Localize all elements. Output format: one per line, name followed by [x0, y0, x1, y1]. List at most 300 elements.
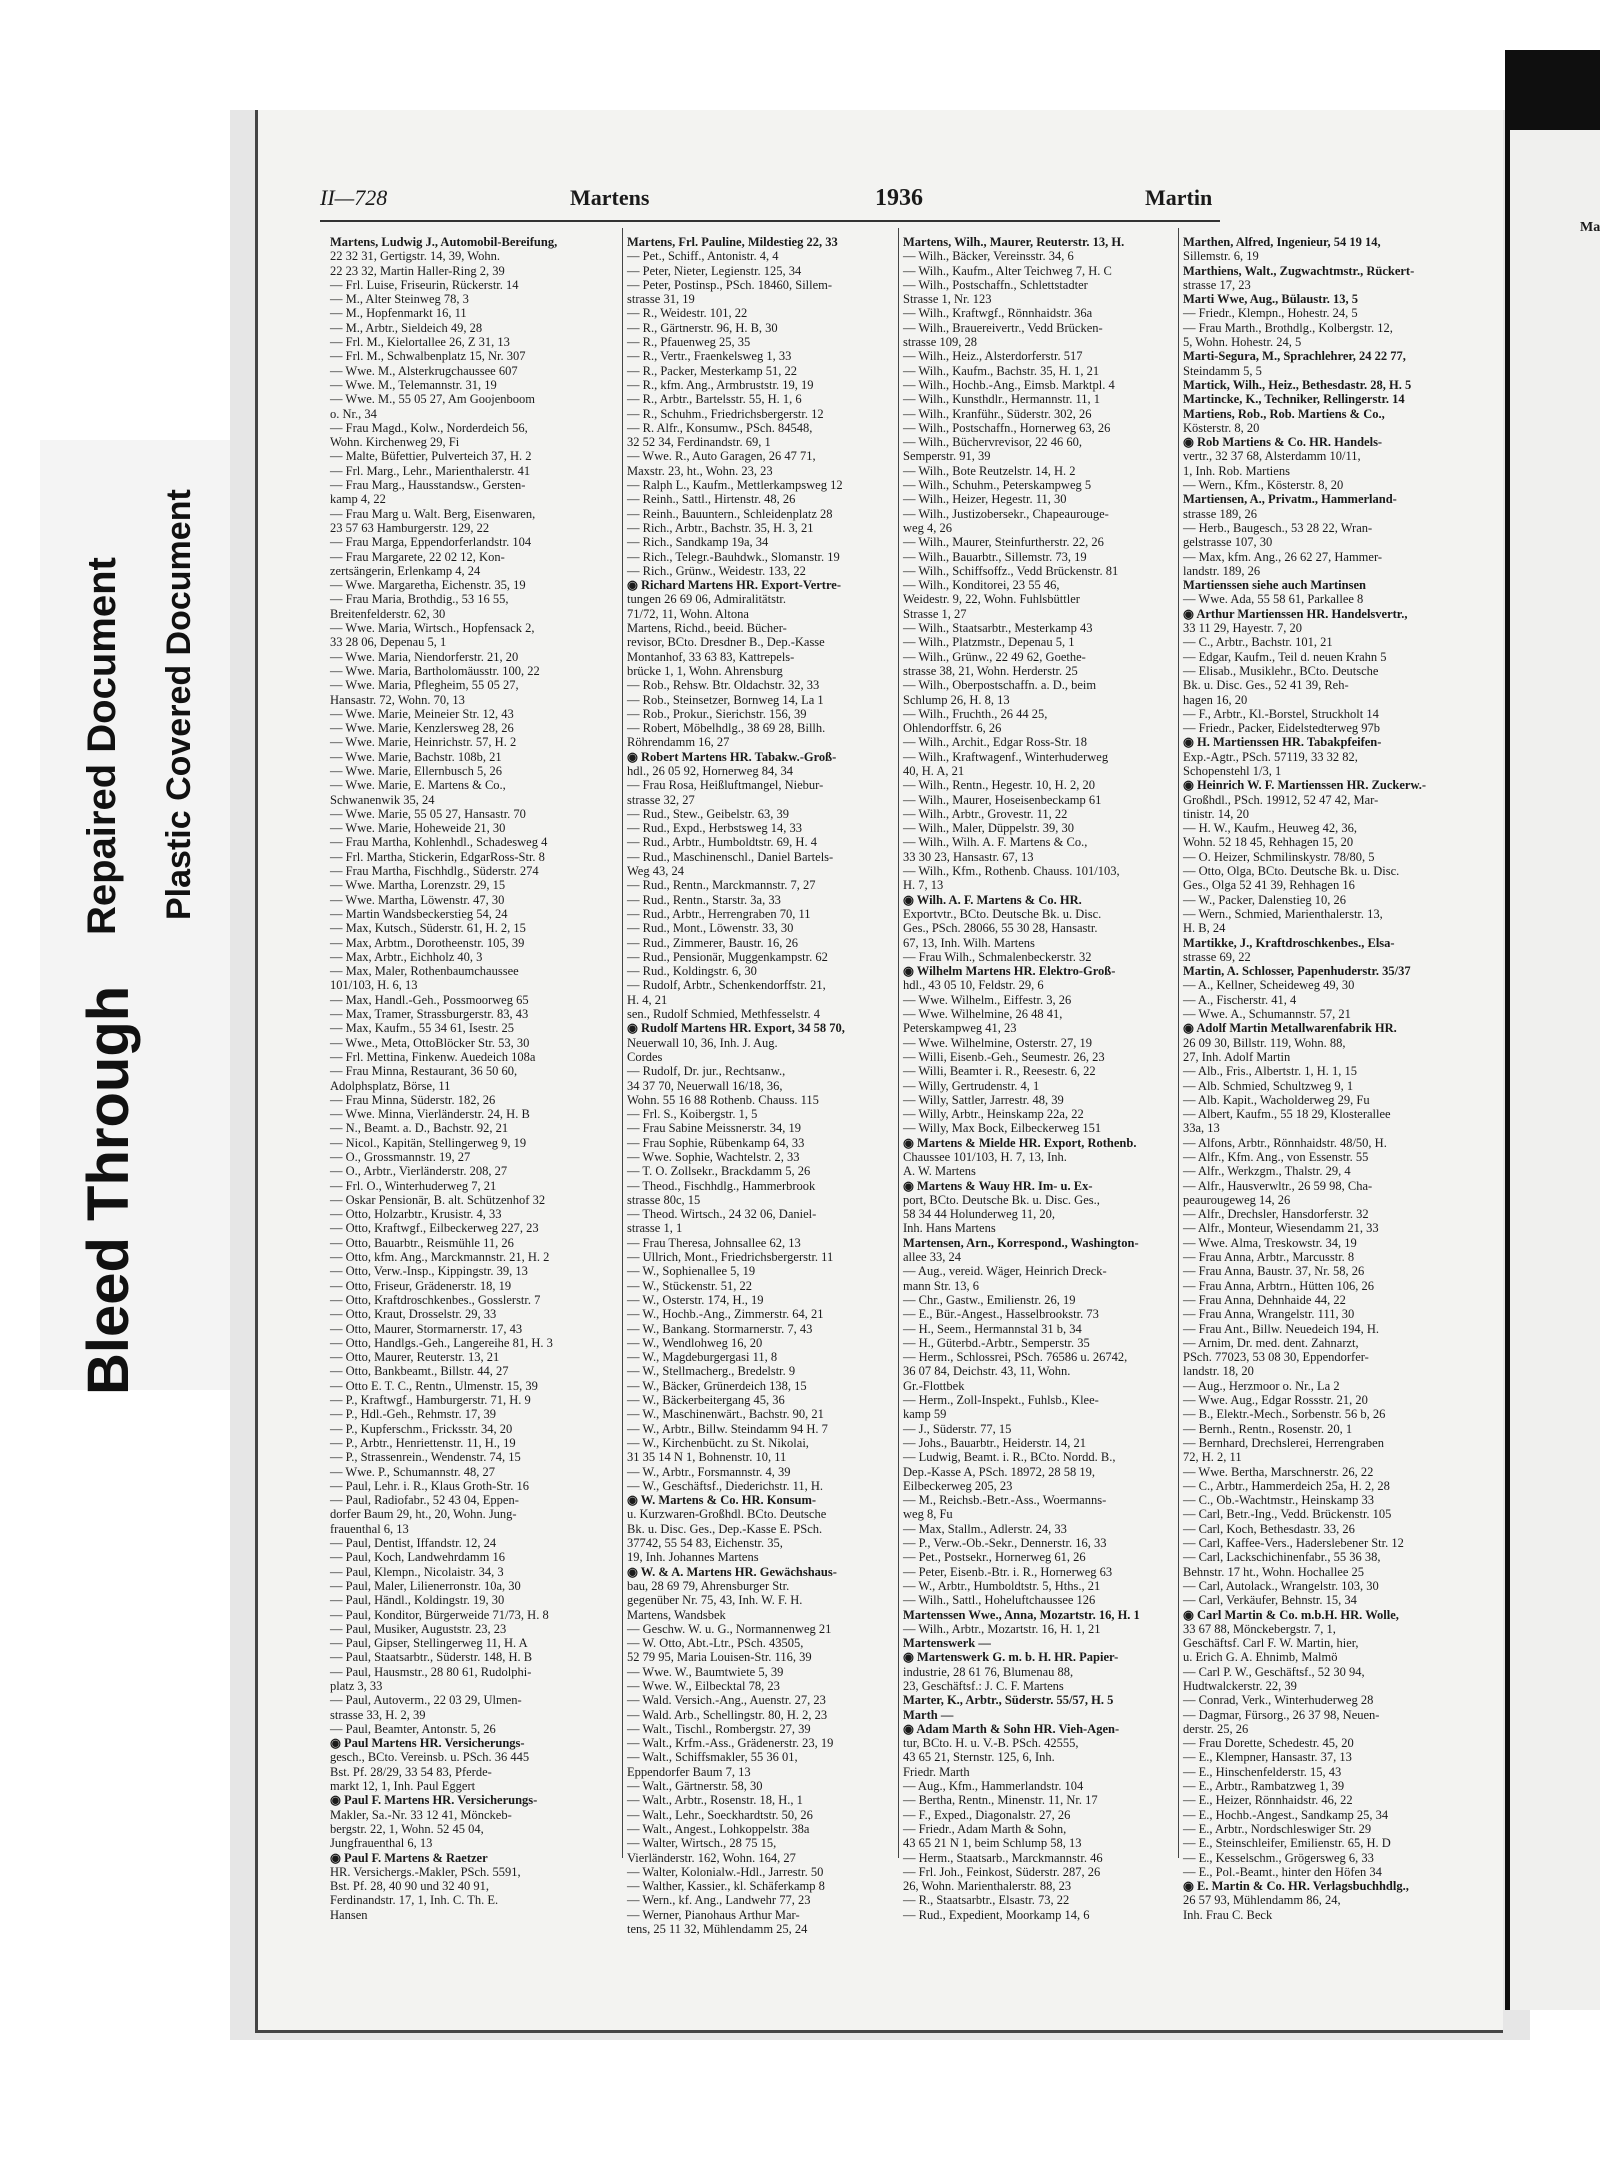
directory-entry: — Wwe. Marie, Bachstr. 108b, 21	[330, 749, 502, 764]
directory-entry: — Paul, Hausmstr., 28 80 61, Rudolphi-	[330, 1664, 532, 1679]
directory-entry: industrie, 28 61 76, Blumenau 88,	[903, 1664, 1074, 1679]
directory-entry: strasse 32, 27	[627, 792, 695, 807]
directory-entry: — Paul, Autoverm., 22 03 29, Ulmen-	[330, 1693, 522, 1708]
directory-entry: — W., Maschinenwärt., Bachstr. 90, 21	[627, 1407, 824, 1422]
directory-entry: — Dagmar, Fürsorg., 26 37 98, Neuen-	[1183, 1707, 1380, 1722]
directory-entry: — Alfons, Arbtr., Rönnhaidstr. 48/50, H.	[1183, 1135, 1387, 1150]
directory-entry: 26, Wohn. Marienthalerstr. 88, 23	[903, 1879, 1072, 1894]
directory-entry: — Frau Sabine Meissnerstr. 34, 19	[627, 1121, 801, 1136]
directory-entry: — W., Arbtr., Forsmannstr. 4, 39	[627, 1464, 791, 1479]
directory-entry: HR. Versichergs.-Makler, PSch. 5591,	[330, 1864, 521, 1879]
directory-entry: strasse 31, 19	[627, 292, 695, 307]
directory-entry: — Carl, Verkäufer, Behnstr. 15, 34	[1183, 1593, 1357, 1608]
directory-entry: — Pet., Schiff., Antonistr. 4, 4	[627, 249, 779, 264]
directory-entry: — Rud., Pensionär, Muggenkampstr. 62	[627, 949, 828, 964]
directory-entry: — Frau Wilh., Schmalenbeckerstr. 32	[903, 949, 1092, 964]
directory-entry: Jungfrauenthal 6, 13	[330, 1836, 433, 1851]
directory-entry: — Wwe. Bertha, Marschnerstr. 26, 22	[1183, 1464, 1374, 1479]
directory-column-4	[1183, 235, 1483, 1922]
directory-entry: — Otto, Kraut, Drosselstr. 29, 33	[330, 1307, 497, 1322]
directory-entry: PSch. 77023, 53 08 30, Eppendorfer-	[1183, 1350, 1369, 1365]
directory-entry: — Wilh., Postschaffn., Schlettstadter	[903, 277, 1088, 292]
directory-entry: Hansen	[330, 1907, 368, 1922]
directory-entry: — M., Reichsb.-Betr.-Ass., Woermanns-	[903, 1493, 1107, 1508]
directory-entry: o. Nr., 34	[330, 406, 377, 421]
directory-entry: — Wwe. Maria, Wirtsch., Hopfensack 2,	[330, 621, 535, 636]
directory-entry: 1, Inh. Rob. Martiens	[1183, 463, 1290, 478]
directory-entry: Großhdl., PSch. 19912, 52 47 42, Mar-	[1183, 792, 1379, 807]
directory-entry: strasse 80c, 15	[627, 1192, 701, 1207]
directory-entry: — Wwe. Martha, Löwenstr. 47, 30	[330, 892, 505, 907]
directory-entry: — R., Gärtnerstr. 96, H. B, 30	[627, 320, 778, 335]
directory-entry: Marti Wwe, Aug., Bülaustr. 13, 5	[1183, 292, 1359, 307]
directory-entry: — Walt., Gärtnerstr. 58, 30	[627, 1779, 763, 1794]
directory-entry: — Paul, Maler, Lilienerronstr. 10a, 30	[330, 1578, 521, 1593]
directory-entry: — Paul, Klempn., Nicolaistr. 34, 3	[330, 1564, 504, 1579]
directory-entry: — T. O. Zollsekr., Brackdamm 5, 26	[627, 1164, 811, 1179]
directory-entry: brücke 1, 1, Wohn. Ahrensburg	[627, 663, 783, 678]
directory-entry: — W., Stückenstr. 51, 22	[627, 1278, 753, 1293]
directory-entry: — H., Güterbd.-Arbtr., Semperstr. 35	[903, 1335, 1090, 1350]
directory-entry: — M., Hopfenmarkt 16, 11	[330, 306, 467, 321]
directory-entry: — Chr., Gastw., Emilienstr. 26, 19	[903, 1292, 1076, 1307]
directory-entry: — Wwe. Sophie, Wachtelstr. 2, 33	[627, 1150, 800, 1164]
directory-entry: — Rich., Grünw., Weidestr. 133, 22	[627, 563, 806, 578]
directory-entry: hdl., 43 05 10, Feldstr. 29, 6	[903, 978, 1044, 993]
directory-entry: landstr. 189, 26	[1183, 563, 1261, 578]
directory-entry: — Herm., Schlossrei, PSch. 76586 u. 26742,	[903, 1350, 1128, 1365]
directory-entry: strasse 1, 1	[627, 1221, 683, 1236]
directory-entry: — W., Wendlohweg 16, 20	[627, 1335, 763, 1350]
directory-entry: — Otto, Verw.-Insp., Kippingstr. 39, 13	[330, 1264, 528, 1279]
directory-entry: — Wwe. W., Eilbecktal 78, 23	[627, 1678, 780, 1693]
directory-entry: — E., Steinschleifer, Emilienstr. 65, H. D	[1183, 1836, 1391, 1851]
directory-entry: Martiensen, A., Privatm., Hammerland-	[1183, 492, 1397, 507]
directory-entry: 23 57 63 Hamburgerstr. 129, 22	[330, 520, 490, 535]
directory-entry: Martienssen siehe auch Martinsen	[1183, 578, 1366, 593]
directory-entry: — Wwe. R., Auto Garagen, 26 47 71,	[627, 449, 816, 464]
directory-entry: — Wilh., Kfm., Rothenb. Chauss. 101/103,	[903, 864, 1120, 879]
directory-entry: — Bernhard, Drechslerei, Herrengraben	[1183, 1435, 1384, 1450]
directory-entry: — Alb. Kapit., Wacholderweg 29, Fu	[1183, 1092, 1370, 1107]
directory-entry: 36 07 84, Deichstr. 43, 11, Wohn.	[903, 1364, 1071, 1379]
directory-entry: — Paul, Dentist, Iffandstr. 12, 24	[330, 1536, 497, 1551]
directory-entry: tungen 26 69 06, Admiralitätstr.	[627, 592, 787, 607]
directory-entry: — Friedr., Packer, Eidelstedterweg 97b	[1183, 721, 1381, 736]
directory-entry: Makler, Sa.-Nr. 33 12 41, Mönckeb-	[330, 1807, 512, 1822]
page-number: II—728	[320, 185, 388, 210]
directory-entry: ◉ Paul Martens HR. Versicherungs-	[330, 1736, 525, 1751]
directory-entry: platz 3, 33	[330, 1678, 383, 1693]
directory-entry: — Peter, Postinsp., PSch. 18460, Sillem-	[627, 277, 833, 292]
directory-column-2	[627, 235, 919, 1937]
directory-entry: — Willy, Sattler, Jarrestr. 48, 39	[903, 1092, 1064, 1107]
directory-entry: frauenthal 6, 13	[330, 1521, 409, 1536]
directory-entry: gegenüber Nr. 75, 43, Inh. W. F. H.	[627, 1593, 803, 1608]
directory-entry: ◉ Martens & Wauy HR. Im- u. Ex-	[903, 1178, 1093, 1193]
directory-entry: landstr. 18, 20	[1183, 1364, 1254, 1379]
directory-entry: — C., Arbtr., Bachstr. 101, 21	[1183, 635, 1333, 650]
directory-entry: — Walt., Krfm.-Ass., Grädenerstr. 23, 19	[627, 1736, 834, 1751]
directory-entry: — Frau Marga, Eppendorferlandstr. 104	[330, 535, 532, 550]
directory-entry: Inh. Hans Martens	[903, 1221, 996, 1236]
directory-entry: — Frau Dorette, Schedestr. 45, 20	[1183, 1736, 1354, 1751]
directory-entry: Martick, Wilh., Heiz., Bethesdastr. 28, H. 5	[1183, 377, 1412, 392]
directory-entry: — Frau Minna, Restaurant, 36 50 60,	[330, 1064, 518, 1079]
directory-entry: 5, Wohn. Hohestr. 24, 5	[1183, 335, 1302, 350]
directory-entry: — Max, Kutsch., Süderstr. 61, H. 2, 15	[330, 921, 526, 936]
directory-entry: derstr. 25, 26	[1183, 1721, 1249, 1736]
directory-entry: — Wilh., Heizer, Hegestr. 11, 30	[903, 492, 1067, 507]
directory-entry: ◉ Rudolf Martens HR. Export, 34 58 70,	[627, 1021, 845, 1036]
directory-entry: — Edgar, Kaufm., Teil d. neuen Krahn 5	[1183, 649, 1387, 664]
directory-entry: — Rud., Expd., Herbstsweg 14, 33	[627, 821, 802, 836]
directory-entry: 23, Geschäftsf.: J. C. F. Martens	[903, 1678, 1064, 1693]
directory-entry: 31 35 14 N 1, Bohnenstr. 10, 11	[627, 1450, 787, 1465]
directory-entry: — Elisab., Musiklehr., BCto. Deutsche	[1183, 663, 1379, 678]
directory-entry: — Wwe. Wilhelm., Eiffestr. 3, 26	[903, 992, 1072, 1007]
directory-entry: — Wwe. Marie, Heinrichstr. 57, H. 2	[330, 735, 517, 750]
directory-entry: — Rud., Mont., Löwenstr. 33, 30	[627, 921, 794, 936]
directory-entry: bau, 28 69 79, Ahrensburger Str.	[627, 1578, 790, 1593]
directory-entry: Bst. Pf. 28, 40 90 und 32 40 91,	[330, 1879, 490, 1894]
directory-entry: strasse 109, 28	[903, 335, 977, 350]
directory-entry: 22 23 32, Martin Haller-Ring 2, 39	[330, 263, 505, 278]
directory-entry: Neuerwall 10, 36, Inh. J. Aug.	[627, 1035, 778, 1050]
directory-entry: — Johs., Bauarbtr., Heiderstr. 14, 21	[903, 1435, 1086, 1450]
directory-entry: tur, BCto. H. u. V.-B. PSch. 42555,	[903, 1736, 1079, 1751]
directory-entry: Vierländerstr. 162, Wohn. 164, 27	[627, 1850, 796, 1865]
directory-entry: Montanhof, 33 63 83, Kattrepels-	[627, 649, 795, 664]
directory-entry: Wohn. 52 18 45, Rehhagen 15, 20	[1183, 835, 1354, 850]
directory-entry: — P., Strassenrein., Wendenstr. 74, 15	[330, 1450, 521, 1465]
directory-entry: — Frau Marg u. Walt. Berg, Eisenwaren,	[330, 506, 536, 521]
directory-entry: — P., Verw.-Ob.-Sekr., Dennerstr. 16, 33	[903, 1536, 1107, 1551]
directory-entry: — Wilh., Grünw., 22 49 62, Goethe-	[903, 649, 1086, 664]
directory-entry: — Frau Rosa, Heißluftmangel, Niebur-	[627, 778, 824, 793]
directory-entry: hagen 16, 20	[1183, 692, 1248, 707]
directory-entry: — R., Pfauenweg 25, 35	[627, 335, 751, 350]
directory-entry: Maxstr. 23, ht., Wohn. 23, 23	[627, 463, 773, 478]
directory-entry: — Willy, Gertrudenstr. 4, 1	[903, 1078, 1040, 1093]
directory-entry: Martens, Richd., beeid. Bücher-	[627, 621, 787, 636]
directory-entry: — Carl, Autolack., Wrangelstr. 103, 30	[1183, 1578, 1379, 1593]
directory-entry: zertsängerin, Erlenkamp 4, 24	[330, 563, 481, 578]
directory-entry: markt 12, 1, Inh. Paul Eggert	[330, 1779, 476, 1794]
directory-entry: — Wilh., Wilh. A. F. Martens & Co.,	[903, 835, 1088, 850]
directory-column-3	[903, 235, 1195, 1922]
directory-entry: Steindamm 5, 5	[1183, 363, 1262, 378]
directory-entry: — Wwe. Martha, Lorenzstr. 29, 15	[330, 878, 506, 893]
directory-entry: — E., Pol.-Beamt., hinter den Höfen 34	[1183, 1864, 1382, 1879]
directory-entry: Marthen, Alfred, Ingenieur, 54 19 14,	[1183, 235, 1381, 249]
directory-entry: — Carl P. W., Geschäftsf., 52 30 94,	[1183, 1664, 1365, 1679]
directory-entry: — Frau Sophie, Rübenkamp 64, 33	[627, 1135, 805, 1150]
directory-entry: — Wwe. Marie, Hoheweide 21, 30	[330, 821, 506, 836]
directory-entry: — P., Kraftwgf., Hamburgerstr. 71, H. 9	[330, 1393, 531, 1408]
directory-entry: — Alb., Fris., Albertstr. 1, H. 1, 15	[1183, 1064, 1357, 1079]
directory-entry: 19, Inh. Johannes Martens	[627, 1550, 759, 1565]
directory-entry: — Max, Maler, Rothenbaumchaussee	[330, 964, 519, 979]
directory-entry: Martenssen Wwe., Anna, Mozartstr. 16, H. 1	[903, 1607, 1140, 1622]
directory-entry: ◉ Heinrich W. F. Martienssen HR. Zuckerw.-	[1183, 778, 1427, 793]
directory-entry: 40, H. A, 21	[903, 763, 965, 778]
directory-entry: — Frl. M., Schwalbenplatz 15, Nr. 307	[330, 349, 526, 364]
directory-entry: — Wilh., Rentn., Hegestr. 10, H. 2, 20	[903, 778, 1095, 793]
directory-entry: — Wwe. M., 55 05 27, Am Goojenboom	[330, 392, 535, 407]
directory-column-1	[330, 235, 622, 1922]
directory-entry: — Wald. Versich.-Ang., Auenstr. 27, 23	[627, 1693, 826, 1708]
directory-entry: — Reinh., Bauuntern., Schleidenplatz 28	[627, 506, 833, 521]
directory-entry: Inh. Frau C. Beck	[1183, 1907, 1273, 1922]
directory-entry: Schopenstehl 1/3, 1	[1183, 763, 1282, 778]
directory-entry: — Wilh., Kraftwagenf., Winterhuderweg	[903, 749, 1109, 764]
directory-entry: ◉ E. Martin & Co. HR. Verlagsbuchhdlg.,	[1183, 1879, 1409, 1894]
directory-entry: — Frau Maria, Brothdig., 53 16 55,	[330, 592, 509, 607]
directory-entry: — W., Bankang. Stormarnerstr. 7, 43	[627, 1321, 813, 1336]
directory-entry: ◉ Richard Martens HR. Export-Vertre-	[627, 578, 841, 593]
directory-entry: — Frau Theresa, Johnsallee 62, 13	[627, 1235, 801, 1250]
directory-entry: — E., Hinschenfelderstr. 15, 43	[1183, 1764, 1342, 1779]
directory-entry: — Wwe. M., Alsterkrugchaussee 607	[330, 363, 518, 378]
directory-entry: — Martin Wandsbeckerstieg 54, 24	[330, 906, 508, 921]
directory-entry: — Paul, Händl., Koldingstr. 19, 30	[330, 1593, 505, 1608]
directory-entry: u. Kurzwaren-Großhdl. BCto. Deutsche	[627, 1507, 827, 1522]
directory-entry: port, BCto. Deutsche Bk. u. Disc. Ges.,	[903, 1192, 1100, 1207]
directory-entry: — Max, Kaufm., 55 34 61, Isestr. 25	[330, 1021, 515, 1036]
directory-entry: — Wilh., Bauarbtr., Sillemstr. 73, 19	[903, 549, 1087, 564]
directory-entry: — Friedr., Klempn., Hohestr. 24, 5	[1183, 306, 1358, 321]
directory-entry: Ges., Olga 52 41 39, Rehhagen 16	[1183, 878, 1355, 893]
directory-entry: — Wilh., Kaufm., Bachstr. 35, H. 1, 21	[903, 363, 1100, 378]
directory-entry: Kösterstr. 8, 20	[1183, 420, 1260, 435]
directory-entry: — Wwe. Margaretha, Eichenstr. 35, 19	[330, 578, 526, 593]
directory-entry: — Frl. M., Kielortallee 26, Z 31, 13	[330, 335, 510, 350]
directory-entry: — R., Weidestr. 101, 22	[627, 306, 748, 321]
directory-entry: Martincke, K., Techniker, Rellingerstr. 14	[1183, 392, 1405, 407]
directory-entry: strasse 17, 23	[1183, 277, 1251, 292]
directory-entry: — Wern., kf. Ang., Landwehr 77, 23	[627, 1893, 811, 1908]
directory-entry: Schwanenwik 35, 24	[330, 792, 435, 807]
directory-entry: Marthiens, Walt., Zugwachtmstr., Rückert-	[1183, 263, 1415, 278]
directory-entry: — A., Fischerstr. 41, 4	[1183, 992, 1297, 1007]
directory-entry: — H., Seem., Hermannstal 31 b, 34	[903, 1321, 1082, 1336]
directory-entry: ◉ Martens & Mielde HR. Export, Rothenb.	[903, 1135, 1137, 1150]
directory-entry: — Wilh., Kranführ., Süderstr. 302, 26	[903, 406, 1092, 421]
directory-entry: — Nicol., Kapitän, Stellingerweg 9, 19	[330, 1135, 527, 1150]
directory-entry: — Otto, Holzarbtr., Krusistr. 4, 33	[330, 1207, 502, 1222]
directory-entry: — W., Bäckerbeitergang 45, 36	[627, 1393, 785, 1408]
directory-entry: — W., Arbtr., Billw. Steindamm 94 H. 7	[627, 1421, 828, 1436]
directory-entry: — E., Arbtr., Nordschleswiger Str. 29	[1183, 1821, 1372, 1836]
directory-entry: 26 57 93, Mühlendamm 86, 24,	[1183, 1893, 1341, 1908]
repaired-document-label: Repaired Document	[80, 557, 124, 935]
directory-entry: — Wwe. Maria, Pflegheim, 55 05 27,	[330, 678, 519, 693]
directory-entry: — Wwe. Minna, Vierländerstr. 24, H. B	[330, 1107, 530, 1122]
directory-entry: — Rich., Telegr.-Bauhdwk., Slomanstr. 19	[627, 549, 840, 564]
directory-entry: — Pet., Postsekr., Hornerweg 61, 26	[903, 1550, 1086, 1565]
directory-entry: — Alfr., Monteur, Wiesendamm 21, 33	[1183, 1221, 1379, 1236]
directory-entry: — W., Packer, Dalenstieg 10, 26	[1183, 892, 1347, 907]
directory-entry: 33 30 23, Hansastr. 67, 13	[903, 849, 1034, 864]
directory-entry: — Frl. O., Winterhuderweg 7, 21	[330, 1178, 497, 1193]
directory-entry: — Paul, Gipser, Stellingerweg 11, H. A	[330, 1636, 528, 1651]
directory-entry: — Wwe. W., Baumtwiete 5, 39	[627, 1664, 784, 1679]
directory-entry: — W., Bäcker, Grünerdeich 138, 15	[627, 1378, 807, 1393]
directory-entry: strasse 38, 21, Wohn. Herderstr. 25	[903, 663, 1078, 678]
directory-entry: ◉ Paul F. Martens & Raetzer	[330, 1850, 488, 1865]
directory-entry: — Otto, Maurer, Stormarnerstr. 17, 43	[330, 1321, 523, 1336]
directory-entry: — R., kfm. Ang., Armbruststr. 19, 19	[627, 377, 814, 392]
directory-entry: — Wilh., Brauereivertr., Vedd Brücken-	[903, 320, 1103, 335]
directory-entry: Wohn. Kirchenweg 29, Fi	[330, 435, 460, 450]
directory-entry: — Frau Margarete, 22 02 12, Kon-	[330, 549, 505, 564]
directory-entry: — Ralph L., Kaufm., Mettlerkampsweg 12	[627, 478, 843, 493]
directory-entry: Geschäftsf. Carl F. W. Martin, hier,	[1183, 1636, 1359, 1651]
directory-entry: — Frau Anna, Dehnhaide 44, 22	[1183, 1292, 1346, 1307]
directory-entry: — Wald. Arb., Schellingstr. 80, H. 2, 23	[627, 1707, 828, 1722]
directory-entry: — Carl, Betr.-Ing., Vedd. Brückenstr. 105	[1183, 1507, 1392, 1522]
directory-entry: — Wwe. A., Schumannstr. 57, 21	[1183, 1007, 1351, 1022]
directory-entry: — Wwe. Wilhelmine, 26 48 41,	[903, 1007, 1063, 1022]
directory-entry: — Walt., Arbtr., Rosenstr. 18, H., 1	[627, 1793, 803, 1808]
directory-entry: — B., Elektr.-Mech., Sorbenstr. 56 b, 26	[1183, 1407, 1386, 1422]
directory-entry: 26 09 30, Billstr. 119, Wohn. 88,	[1183, 1035, 1346, 1050]
directory-entry: — Wilh., Justizobersekr., Chapeaurouge-	[903, 506, 1109, 521]
directory-entry: — Frl. S., Koibergstr. 1, 5	[627, 1107, 758, 1122]
directory-entry: weg 4, 26	[903, 520, 952, 535]
directory-entry: — Paul, Radiofabr., 52 43 04, Eppen-	[330, 1493, 519, 1508]
directory-entry: peaurougeweg 14, 26	[1183, 1192, 1291, 1207]
directory-entry: — E., Bür.-Angest., Hasselbrookstr. 73	[903, 1307, 1099, 1322]
directory-entry: — H. W., Kaufm., Heuweg 42, 36,	[1183, 821, 1357, 836]
directory-entry: — Frau Marth., Brothdlg., Kolbergstr. 12,	[1183, 320, 1393, 335]
directory-entry: — Friedr., Adam Marth & Sohn,	[903, 1821, 1067, 1836]
directory-entry: — Alfr., Drechsler, Hansdorferstr. 32	[1183, 1207, 1369, 1222]
directory-entry: — Wwe. Alma, Treskowstr. 34, 19	[1183, 1235, 1357, 1250]
directory-entry: — Rud., Expedient, Moorkamp 14, 6	[903, 1907, 1090, 1922]
directory-entry: — Rud., Arbtr., Humboldtstr. 69, H. 4	[627, 835, 817, 850]
directory-entry: — R., Arbtr., Bartelsstr. 55, H. 1, 6	[627, 392, 802, 407]
adjacent-page-mark: Ma	[1580, 220, 1600, 235]
directory-entry: — Peter, Eisenb.-Btr. i. R., Hornerweg 63	[903, 1564, 1113, 1579]
directory-entry: Martenswerk —	[903, 1636, 991, 1651]
directory-entry: — Rud., Stew., Geibelstr. 63, 39	[627, 806, 790, 821]
directory-entry: — C., Ob.-Wachtmstr., Heinskamp 33	[1183, 1493, 1374, 1508]
directory-entry: — Walt., Angest., Lohkoppelstr. 38a	[627, 1821, 810, 1836]
directory-entry: Weidestr. 9, 22, Wohn. Fuhlsbüttler	[903, 592, 1080, 607]
directory-entry: — Arnim, Dr. med. dent. Zahnarzt,	[1183, 1335, 1359, 1350]
directory-entry: Eilbeckerweg 205, 23	[903, 1478, 1013, 1493]
directory-entry: — W., Sophienallee 5, 19	[627, 1264, 756, 1279]
directory-entry: — R., Staatsarbtr., Elsastr. 73, 22	[903, 1893, 1070, 1908]
directory-entry: 71/72, 11, Wohn. Altona	[627, 606, 749, 621]
directory-entry: — Wilh., Maler, Düppelstr. 39, 30	[903, 821, 1074, 836]
directory-entry: tens, 25 11 32, Mühlendamm 25, 24	[627, 1922, 808, 1937]
directory-entry: strasse 69, 22	[1183, 949, 1251, 964]
directory-entry: — Wilh., Kraftwgf., Rönnhaidstr. 36a	[903, 306, 1093, 321]
directory-entry: — Rud., Zimmerer, Baustr. 16, 26	[627, 935, 799, 950]
directory-entry: — P., Hdl.-Geh., Rehmstr. 17, 39	[330, 1407, 496, 1422]
directory-entry: — Albert, Kaufm., 55 18 29, Klosterallee	[1183, 1107, 1391, 1122]
directory-entry: allee 33, 24	[903, 1250, 961, 1265]
directory-entry: — Wilh., Platzmstr., Depenau 5, 1	[903, 635, 1075, 650]
directory-entry: — Frau Ant., Billw. Neuedeich 194, H.	[1183, 1321, 1380, 1336]
directory-entry: Exportvtr., BCto. Deutsche Bk. u. Disc.	[903, 906, 1102, 921]
directory-entry: H. 4, 21	[627, 992, 668, 1007]
directory-entry: — M., Alter Steinweg 78, 3	[330, 292, 469, 307]
directory-entry: Marth —	[903, 1707, 954, 1722]
directory-entry: — Max, Arbtr., Eichholz 40, 3	[330, 949, 483, 964]
directory-entry: Martin, A. Schlosser, Papenhuderstr. 35/37	[1183, 964, 1411, 979]
directory-entry: Dep.-Kasse A, PSch. 18972, 28 58 19,	[903, 1464, 1096, 1479]
directory-entry: — E., Arbtr., Rambatzweg 1, 39	[1183, 1779, 1345, 1794]
directory-entry: Behnstr. 17 ht., Wohn. Hochallee 25	[1183, 1564, 1365, 1579]
directory-entry: — Frau Marg., Hausstandsw., Gersten-	[330, 478, 526, 493]
directory-entry: — W., Osterstr. 174, H., 19	[627, 1292, 764, 1307]
directory-entry: hdl., 26 05 92, Hornerweg 84, 34	[627, 763, 793, 778]
header-left-word: Martens	[570, 185, 650, 210]
directory-entry: — Frau Anna, Baustr. 37, Nr. 58, 26	[1183, 1264, 1365, 1279]
directory-entry: — Rud., Maschinenschl., Daniel Bartels-	[627, 849, 834, 864]
directory-entry: Adolphsplatz, Börse, 11	[330, 1078, 451, 1093]
directory-entry: — Carl, Lackschichinenfabr., 55 36 38,	[1183, 1550, 1381, 1565]
directory-entry: — Wwe. Marie, 55 05 27, Hansastr. 70	[330, 806, 526, 821]
directory-entry: — Wilh., Hochb.-Ang., Eimsb. Marktpl. 4	[903, 377, 1115, 392]
directory-entry: — Wwe. Marie, Meineier Str. 12, 43	[330, 706, 514, 721]
header-right-word: Martin	[1145, 185, 1213, 210]
directory-entry: Marter, K., Arbtr., Süderstr. 55/57, H. 5	[903, 1693, 1114, 1708]
directory-entry: — Paul, Staatsarbtr., Süderstr. 148, H. B	[330, 1650, 533, 1665]
directory-entry: ◉ H. Martienssen HR. Tabakpfeifen-	[1183, 735, 1382, 750]
directory-entry: — Malte, Büfettier, Pulverteich 37, H. 2	[330, 449, 532, 464]
directory-entry: Eppendorfer Baum 7, 13	[627, 1764, 751, 1779]
directory-entry: Wohn. 55 16 88 Rothenb. Chauss. 115	[627, 1092, 819, 1107]
directory-entry: A. W. Martens	[903, 1164, 976, 1179]
directory-entry: — Frau Martha, Kohlenhdl., Schadesweg 4	[330, 835, 548, 850]
directory-entry: H. B, 24	[1183, 921, 1226, 936]
directory-entry: Martens, Wandsbek	[627, 1607, 726, 1622]
directory-entry: ◉ Wilh. A. F. Martens & Co. HR.	[903, 892, 1082, 907]
directory-entry: — Max, Stallm., Adlerstr. 24, 33	[903, 1521, 1067, 1536]
directory-entry: — Herb., Baugesch., 53 28 22, Wran-	[1183, 520, 1373, 535]
directory-entry: — Wilh., Kaufm., Alter Teichweg 7, H. C	[903, 263, 1112, 278]
directory-entry: Röhrendamm 16, 27	[627, 735, 730, 750]
directory-entry: — A., Kellner, Scheideweg 49, 30	[1183, 978, 1355, 993]
directory-entry: — Theod. Wirtsch., 24 32 06, Daniel-	[627, 1207, 817, 1222]
directory-entry: Peterskampweg 41, 23	[903, 1021, 1017, 1036]
directory-entry: strasse 33, H. 2, 39	[330, 1707, 426, 1722]
directory-entry: — Frl. Marg., Lehr., Marienthalerstr. 41	[330, 463, 531, 478]
directory-entry: Martens, Frl. Pauline, Mildestieg 22, 33	[627, 235, 838, 249]
directory-entry: Cordes	[627, 1049, 663, 1064]
directory-entry: — Wilh., Schuhm., Peterskampweg 5	[903, 478, 1092, 493]
directory-entry: — W., Stellmacherg., Bredelstr. 9	[627, 1364, 796, 1379]
directory-entry: — Otto, Friseur, Grädenerstr. 18, 19	[330, 1278, 512, 1293]
directory-entry: Ferdinandstr. 17, 1, Inh. C. Th. E.	[330, 1893, 499, 1908]
directory-entry: Schlump 26, H. 8, 13	[903, 692, 1010, 707]
directory-entry: — Willy, Max Bock, Eilbeckerweg 151	[903, 1121, 1102, 1136]
directory-entry: — Alfr., Kfm. Ang., von Essenstr. 55	[1183, 1150, 1369, 1164]
directory-entry: — W., Magdeburgergasi 11, 8	[627, 1350, 778, 1365]
directory-entry: Martensen, Arn., Korrespond., Washington-	[903, 1235, 1139, 1250]
directory-entry: Marti-Segura, M., Sprachlehrer, 24 22 77,	[1183, 349, 1406, 364]
directory-entry: Ges., PSch. 28066, 55 30 28, Hansastr.	[903, 921, 1098, 936]
directory-entry: — Willy, Arbtr., Heinskamp 22a, 22	[903, 1107, 1084, 1122]
directory-entry: Martiens, Rob., Rob. Martiens & Co.,	[1183, 406, 1385, 421]
directory-entry: ◉ Wilhelm Martens HR. Elektro-Groß-	[903, 964, 1116, 979]
directory-entry: — Oskar Pensionär, B. alt. Schützenhof 32	[330, 1192, 546, 1207]
